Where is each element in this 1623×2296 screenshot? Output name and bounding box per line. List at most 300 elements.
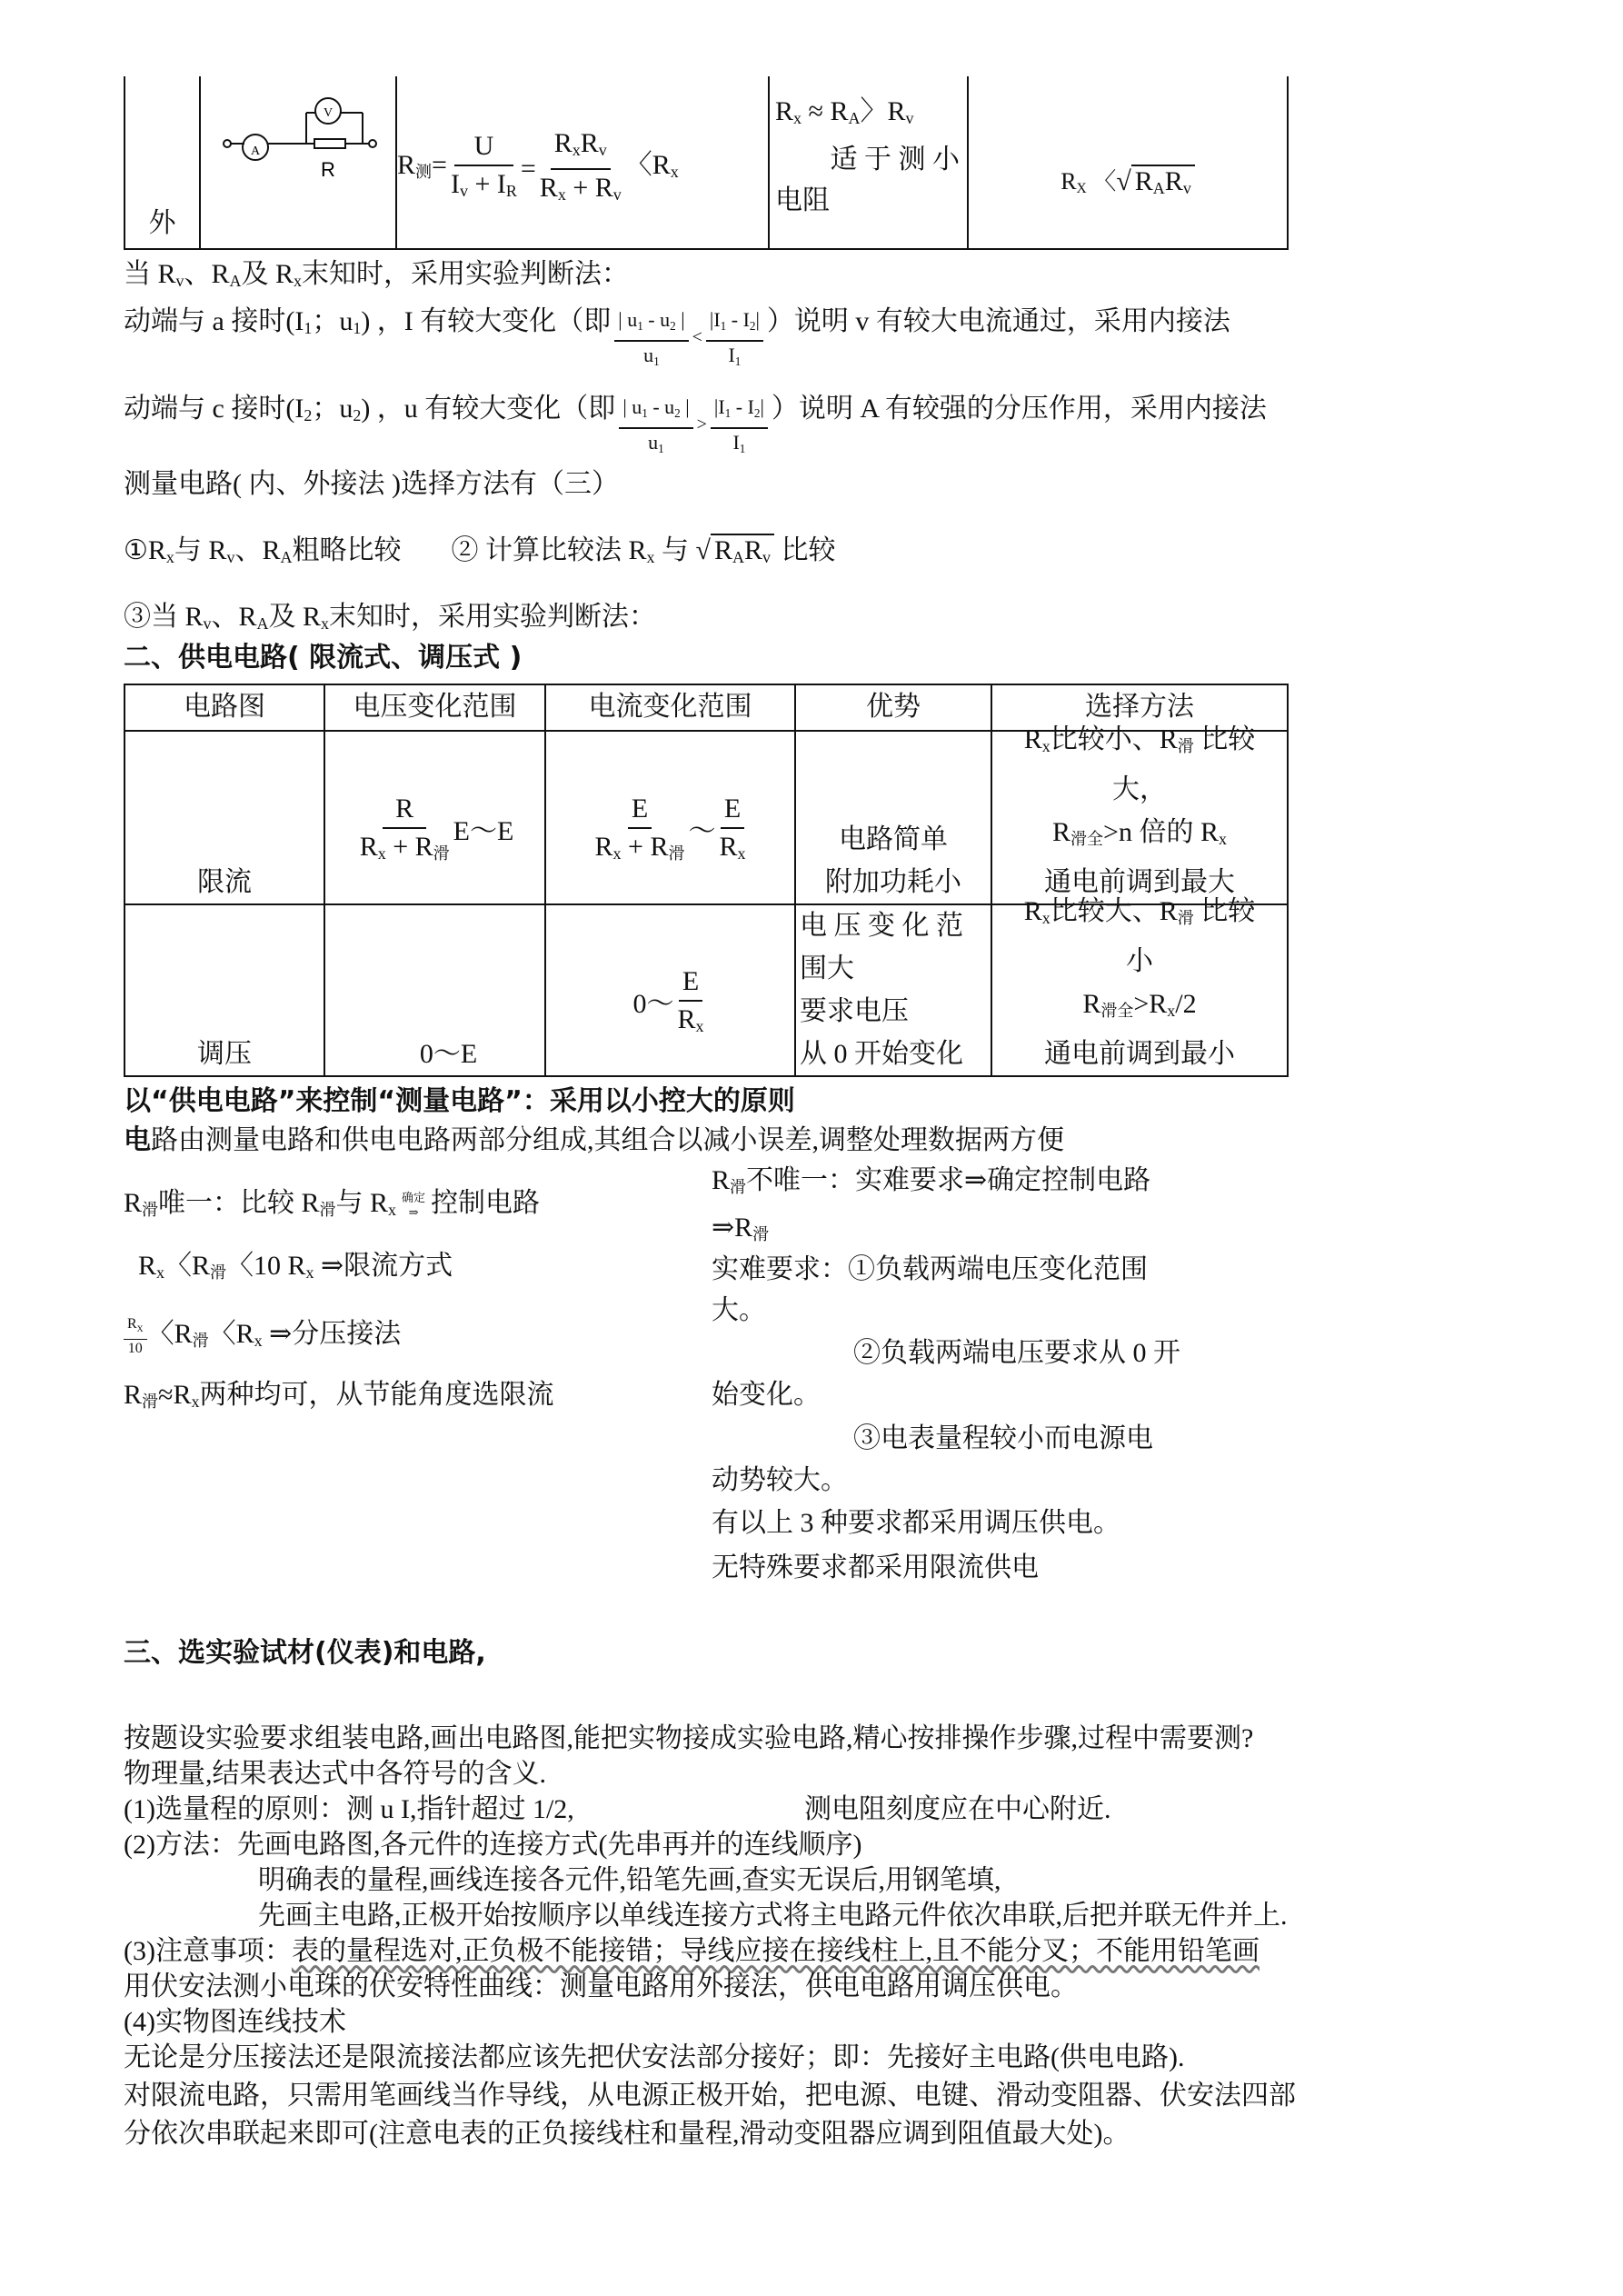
math-symbol: R: [628, 535, 647, 565]
text: (3)注意事项：: [124, 1936, 292, 1966]
criterion-cell: [967, 76, 1287, 248]
criterion-lhs: [1060, 160, 1116, 210]
range-prefix: 0～: [632, 989, 674, 1019]
math-symbol: R: [238, 602, 257, 632]
math-text: |: [760, 395, 764, 418]
slider-a-line: [124, 305, 1230, 375]
math-symbol: R: [1023, 896, 1042, 926]
right-line: ③电表量程较小而电源电: [853, 1423, 1153, 1453]
right-line: 大。: [712, 1295, 766, 1325]
math-text: 、: [211, 602, 239, 632]
math-subscript: v: [1182, 179, 1191, 197]
paragraph-line: (4)实物图连线技术: [124, 2007, 346, 2037]
math-subscript: 滑: [319, 1201, 336, 1219]
math-text: |: [755, 308, 760, 331]
math-text: 及: [268, 602, 304, 632]
text: ）说明 A 有较强的分压作用，采用内接法: [771, 394, 1267, 424]
paragraph-line: 分依次串联起来即可(注意电表的正负接线柱和量程,滑动变阻器应调到阻值最大处)。: [124, 2119, 1130, 2149]
math-symbol: u: [627, 308, 638, 331]
math-subscript: 1: [724, 406, 732, 420]
math-subscript: v: [762, 548, 771, 566]
advantage-line: 电 压 变 化 范: [800, 911, 963, 941]
math-subscript: x: [737, 844, 746, 863]
math-text: 与: [335, 1188, 371, 1218]
math-symbol: R: [1149, 989, 1168, 1019]
math-subscript: x: [695, 1017, 704, 1035]
selection-line: [992, 811, 1287, 861]
rx-over-10-fraction: [124, 1315, 147, 1358]
math-subscript: 1: [653, 354, 660, 368]
math-symbol: R: [719, 832, 738, 862]
selection-line: [992, 890, 1287, 940]
math-subscript: 滑: [668, 844, 685, 863]
math-text: ) ，u 有较大变化（即: [361, 394, 616, 424]
math-text: -: [726, 308, 743, 331]
math-text: 〈: [624, 150, 652, 180]
math-symbol: R: [713, 535, 732, 565]
right-line: 始变化。: [712, 1380, 821, 1410]
math-subscript: 2: [670, 319, 676, 333]
square-root: √ $R_AR_v$: [695, 534, 774, 574]
math-subscript: x: [254, 1332, 263, 1351]
numerator: [614, 306, 688, 342]
min-current-fraction: [719, 791, 745, 872]
voltage-ratio-fraction: [619, 394, 692, 463]
math-symbol: R: [1159, 896, 1178, 926]
math-text: 〈10: [226, 1251, 288, 1281]
math-symbol: I: [713, 308, 721, 331]
text: [124, 394, 615, 424]
math-symbol: u: [648, 431, 659, 454]
math-text: ；: [312, 306, 340, 336]
unknown-resistance-line: [124, 258, 629, 297]
math-text: ⇒: [712, 1213, 735, 1243]
voltmeter-label: V: [323, 106, 334, 120]
math-subscript: x: [191, 1393, 200, 1411]
math-symbol: R: [887, 96, 906, 126]
row-label: 外: [148, 208, 176, 238]
method-1: [124, 535, 401, 565]
numerator: [628, 791, 652, 829]
math-subscript: X: [1076, 181, 1087, 196]
condition-expression: [775, 91, 963, 139]
numerator: [721, 791, 744, 829]
math-subscript: 2: [749, 319, 756, 333]
math-symbol: R: [1023, 724, 1042, 754]
math-text: 〉: [860, 96, 888, 126]
math-symbol: u: [664, 395, 675, 418]
resistor-label: R: [321, 158, 335, 181]
math-subscript: 滑全: [1070, 830, 1104, 848]
math-text: 与: [654, 535, 696, 565]
math-subscript: R: [505, 182, 517, 200]
text: [124, 1188, 396, 1218]
left-divider-line: [124, 1315, 401, 1358]
math-symbol: R: [173, 1380, 192, 1410]
row-label-cell: [124, 76, 199, 248]
math-symbol: R: [652, 150, 671, 180]
math-text: E: [682, 966, 700, 996]
math-text: |: [618, 308, 628, 331]
math-symbol: R: [1060, 168, 1077, 195]
math-subscript: 2: [353, 406, 362, 424]
math-text: |: [713, 395, 719, 418]
right-line: [712, 1212, 769, 1251]
paragraph-line: 明确表的量程,画线连接各元件,铅笔先画,查实无误后,用钢笔填,: [258, 1865, 1001, 1895]
selection-line: 通电前调到最小: [1044, 1039, 1235, 1069]
arrow-label: 确定: [402, 1191, 426, 1205]
radicand: [1131, 165, 1195, 196]
method-2: [451, 535, 695, 565]
circuit-diagram-cell: [199, 76, 395, 248]
math-symbol: R: [235, 1319, 254, 1350]
numerator: [551, 125, 611, 170]
voltage-range: 0～E: [419, 1039, 478, 1069]
math-subscript: x: [670, 163, 679, 181]
paragraph-line: 先画主电路,正极开始按顺序以单线连接方式将主电路元件依次串联,后把并联无件并上.: [258, 1901, 1288, 1931]
method-2-suffix: 比较: [773, 535, 836, 565]
math-subscript: 2: [753, 406, 761, 420]
advantage-line: 要求电压: [800, 996, 909, 1026]
divider-advantage: [794, 903, 991, 1075]
advantage-line: 从 0 开始变化: [800, 1039, 963, 1069]
math-subscript: x: [557, 185, 566, 204]
math-subscript: x: [388, 1201, 397, 1219]
math-symbol: R: [370, 1188, 389, 1218]
math-text: -: [731, 395, 748, 418]
row-label: 调压: [197, 1039, 252, 1069]
math-symbol: R: [594, 832, 613, 862]
denominator: [128, 1340, 143, 1358]
control-principle-heading: 以“供电电路”来控制“测量电路”：采用以小控大的原则: [124, 1085, 795, 1117]
math-text: 动端与 c 接时(: [124, 394, 295, 424]
square-root: √ $R_AR_v$: [1116, 160, 1195, 210]
math-symbol: R: [1134, 166, 1153, 196]
math-symbol: I: [294, 394, 304, 424]
limit-current-range: [544, 730, 794, 903]
math-symbol: R: [359, 832, 378, 862]
math-text: -: [642, 308, 661, 331]
condition-cell: [768, 76, 967, 248]
selection-line: 小: [1126, 946, 1153, 976]
math-subscript: v: [459, 182, 468, 200]
math-text: 〈: [164, 1251, 193, 1281]
slider-c-line: [124, 393, 1267, 463]
numerator: [706, 306, 763, 342]
math-subscript: 1: [720, 319, 727, 333]
math-symbol: I: [718, 395, 725, 418]
math-subscript: 2: [304, 406, 313, 424]
math-symbol: R: [397, 150, 416, 180]
math-text: |: [680, 395, 690, 418]
math-subscript: v: [905, 109, 914, 127]
math-text: 与: [174, 535, 209, 565]
math-symbol: u: [339, 394, 353, 424]
math-text: U: [473, 131, 494, 161]
math-text: |: [675, 308, 685, 331]
math-symbol: u: [643, 344, 654, 366]
header-cell: 电压变化范围: [324, 685, 544, 730]
math-symbol: R: [262, 535, 281, 565]
math-text: ⇒分压接法: [262, 1319, 402, 1350]
math-subscript: 1: [637, 319, 643, 333]
math-subscript: 滑: [730, 1178, 747, 1196]
advantage-line: 附加功耗小: [825, 867, 961, 897]
resistor-icon: [314, 139, 345, 148]
math-text: 〈: [146, 1319, 174, 1350]
math-text: 比较: [1193, 724, 1256, 754]
math-text: ①: [124, 535, 148, 565]
math-subscript: x: [1218, 830, 1227, 848]
math-text: 及: [241, 259, 276, 289]
composition-line: [124, 1124, 1064, 1157]
denominator: [677, 1002, 703, 1044]
math-text: ③当: [124, 602, 185, 632]
numerator: [454, 128, 514, 166]
math-subscript: 1: [658, 442, 664, 455]
math-text: E: [723, 794, 742, 824]
math-text: >n 倍的: [1103, 817, 1200, 847]
math-symbol: R: [1159, 724, 1178, 754]
measured-resistance-symbol: [397, 144, 447, 194]
right-line: ②负载两端电压要求从 0 开: [853, 1338, 1180, 1368]
supply-circuit-table: [124, 684, 1289, 1077]
selection-line: 大，: [1112, 774, 1167, 804]
denominator: [595, 829, 685, 872]
current-ratio-fraction: [711, 394, 768, 463]
section-2-heading: 二、供电电路( 限流式、调压式 ): [124, 642, 523, 674]
math-subscript: 滑: [1177, 737, 1194, 755]
math-text: ；: [312, 394, 340, 424]
math-subscript: x: [294, 272, 303, 290]
math-text: +: [385, 832, 415, 862]
paragraph-line: 按题设实验要求组装电路,画出电路图,能把实物接成实验电路,精心按排操作步骤,过程中需要测?: [124, 1723, 1254, 1753]
condition-note-continued: 电阻: [775, 185, 830, 215]
math-symbol: R: [414, 832, 433, 862]
implies-icon: ⇒: [408, 1205, 419, 1220]
math-text: +: [621, 832, 651, 862]
divider-current-range: [544, 903, 794, 1075]
math-symbol: R: [301, 1188, 320, 1218]
math-symbol: R: [1082, 989, 1101, 1019]
math-symbol: R: [275, 259, 294, 289]
measurement-table-fragment: [124, 76, 1289, 250]
voltage-fraction: [360, 791, 450, 872]
math-symbol: R: [580, 127, 599, 158]
math-subscript: 滑: [142, 1393, 159, 1411]
math-text: ② 计算比较法: [451, 535, 629, 565]
math-text: 动端与 a 接时(: [124, 306, 295, 336]
denominator: [643, 342, 660, 375]
math-text: ≈: [158, 1380, 174, 1410]
row-label: 限流: [197, 867, 252, 897]
math-text: /2: [1175, 989, 1197, 1019]
math-symbol: R: [157, 259, 176, 289]
limit-advantage: [794, 730, 991, 903]
denominator: [732, 429, 745, 463]
paragraph-line: (2)方法：先画电路图,各元件的连接方式(先串再并的连线顺序): [124, 1830, 862, 1860]
numerator: [711, 394, 768, 429]
math-text: 、: [184, 259, 212, 289]
math-symbol: I: [294, 306, 304, 336]
voltage-ratio-fraction: [614, 306, 688, 375]
math-subscript: X: [136, 1324, 144, 1334]
math-symbol: R: [192, 1251, 211, 1281]
math-subscript: 2: [674, 406, 681, 420]
math-subscript: 滑: [433, 844, 450, 863]
tilde: ～: [688, 816, 716, 846]
math-symbol: u: [632, 395, 642, 418]
math-symbol: R: [594, 172, 613, 203]
method-3: [124, 601, 656, 640]
header-cell: 优势: [794, 685, 991, 730]
math-text: 10: [127, 1341, 143, 1356]
condition-note: 适 于 测 小: [830, 145, 960, 175]
math-symbol: R: [124, 1188, 143, 1218]
math-symbol: R: [147, 535, 166, 565]
ammeter-label: A: [250, 145, 261, 158]
selection-line: [992, 718, 1287, 768]
math-symbol: R: [712, 1165, 731, 1195]
math-subscript: A: [280, 548, 293, 566]
paragraph-line: [124, 1935, 1260, 1968]
math-symbol: u: [339, 306, 353, 336]
paragraph-line: 测电阻刻度应在中心附近.: [804, 1794, 1111, 1824]
math-symbol: I: [496, 169, 506, 199]
math-subscript: x: [321, 614, 330, 633]
math-symbol: R: [287, 1251, 306, 1281]
math-symbol: R: [184, 602, 204, 632]
math-subscript: A: [848, 109, 861, 127]
math-symbol: R: [734, 1213, 753, 1243]
math-subscript: A: [256, 614, 269, 633]
comparison-sign: >: [696, 414, 707, 434]
denominator: [719, 829, 745, 872]
math-text: 、: [234, 535, 263, 565]
right-line: [712, 1164, 1150, 1203]
math-text: 比较小、: [1050, 724, 1160, 754]
math-text: 末知时，采用实验判断法：: [329, 602, 657, 632]
math-symbol: R: [775, 96, 794, 126]
math-subscript: 1: [734, 354, 742, 368]
math-subscript: x: [1167, 1002, 1176, 1020]
text: [147, 1319, 402, 1349]
numerator: [383, 791, 426, 829]
math-subscript: v: [203, 614, 212, 633]
math-symbol: R: [303, 602, 322, 632]
math-subscript: v: [612, 185, 622, 204]
math-text: 〈: [208, 1319, 236, 1350]
current-ratio-fraction: [706, 306, 763, 375]
math-subscript: 滑: [210, 1263, 227, 1282]
math-subscript: x: [377, 844, 386, 863]
math-symbol: R: [830, 96, 849, 126]
math-text: 〈: [1086, 168, 1117, 195]
math-text: 粗略比较: [292, 535, 402, 565]
methods-title: 测量电路( 内、外接法 )选择方法有（三）: [124, 469, 619, 499]
math-text: >: [1133, 989, 1150, 1019]
math-subscript: v: [598, 140, 607, 159]
limit-voltage-range: [324, 730, 544, 903]
range-suffix: E～E: [453, 816, 514, 846]
math-subscript: 1: [642, 406, 648, 420]
math-subscript: 1: [304, 319, 313, 337]
math-symbol: R: [138, 1251, 157, 1281]
math-subscript: v: [175, 272, 184, 290]
math-subscript: 滑: [1177, 909, 1194, 927]
math-subscript: x: [305, 1263, 314, 1282]
methods-1-2-line: [124, 534, 835, 574]
math-symbol: R: [539, 172, 558, 203]
radicand: [711, 534, 774, 565]
formula-fraction-2: [540, 125, 622, 213]
math-text: +: [565, 172, 595, 203]
math-subscript: v: [226, 548, 235, 566]
math-symbol: I: [732, 431, 740, 454]
math-text: ≈: [802, 96, 831, 126]
math-subscript: x: [572, 140, 581, 159]
math-symbol: R: [743, 535, 762, 565]
math-subscript: A: [732, 548, 744, 566]
math-symbol: R: [174, 1319, 193, 1350]
math-subscript: 滑: [752, 1225, 770, 1243]
math-subscript: A: [229, 272, 242, 290]
math-text: ⇒限流方式: [314, 1251, 453, 1281]
math-subscript: x: [1041, 737, 1050, 755]
math-symbol: R: [211, 259, 230, 289]
left-limit-line: [138, 1250, 453, 1289]
math-symbol: R: [650, 832, 669, 862]
math-symbol: u: [660, 308, 671, 331]
formula-cell: [395, 76, 768, 248]
comparison-sign: <: [692, 327, 702, 347]
math-symbol: I: [450, 169, 460, 199]
formula-fraction-1: [451, 128, 517, 209]
math-text: R: [395, 794, 414, 824]
numerator: [619, 394, 692, 429]
denominator: [540, 170, 622, 213]
math-subscript: x: [156, 1263, 165, 1282]
divider-label-cell: [124, 903, 324, 1075]
numerator: [124, 1315, 147, 1340]
math-subscript: 测: [415, 163, 433, 181]
numerator: [679, 963, 702, 1002]
limit-selection: [991, 724, 1287, 903]
math-symbol: R: [553, 127, 573, 158]
math-symbol: R: [1200, 817, 1219, 847]
math-symbol: R: [1164, 166, 1183, 196]
math-symbol: R: [1052, 817, 1071, 847]
text: [124, 306, 611, 336]
math-subscript: 1: [739, 442, 746, 455]
selection-line: [992, 983, 1287, 1033]
underlined-text: 表的量程选对,正负极不能接错；导线应接在接线柱上,且不能分叉；不能用铅笔画: [291, 1936, 1260, 1966]
equals-sign: =: [520, 154, 536, 184]
math-subscript: 滑全: [1100, 1002, 1134, 1020]
paragraph-line: 无论是分压接法还是限流接法都应该先把伏安法部分接好；即：先接好主电路(供电电路).: [124, 2042, 1185, 2072]
paragraph-line: 对限流电路，只需用笔画线当作导线，从电源正极开始，把电源、电键、滑动变阻器、伏安法四部: [124, 2081, 1296, 2111]
math-text: 唯一：比较: [158, 1188, 302, 1218]
math-subscript: x: [165, 548, 174, 566]
left-either-line: [124, 1379, 554, 1418]
header-cell: 电路图: [124, 685, 324, 730]
denominator: [728, 342, 741, 375]
text: 路由测量电路和供电电路两部分组成,其组合以减小误差,调整处理数据两方便: [151, 1125, 1064, 1155]
math-subscript: 滑: [142, 1201, 159, 1219]
text: ）说明 v 有较大电流通过，采用内接法: [766, 306, 1230, 336]
right-line: 动势较大。: [712, 1465, 848, 1495]
limit-label-cell: [124, 730, 324, 903]
